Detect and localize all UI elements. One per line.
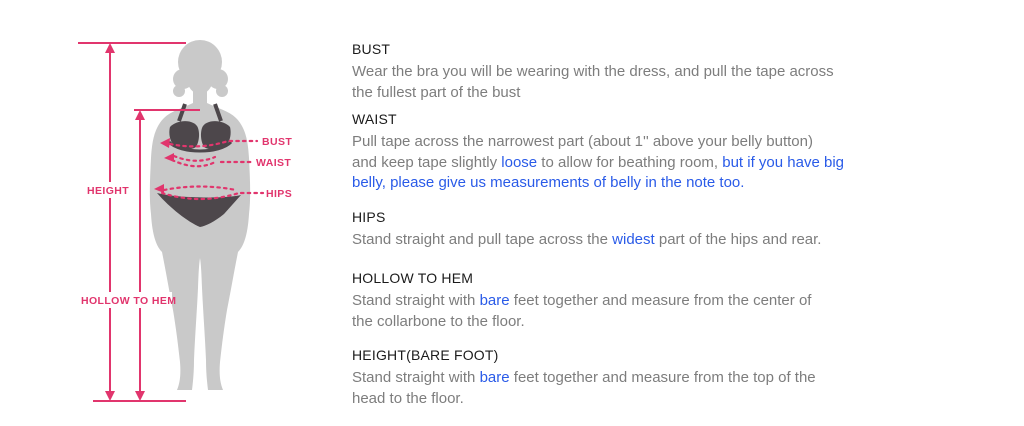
section-heading: BUST	[352, 41, 391, 57]
waist-label: WAIST	[256, 157, 292, 169]
instruction-text-segment: feet together and measure from the center of	[509, 292, 812, 309]
height-arrow-up-icon	[105, 43, 115, 53]
measurement-diagram-svg	[0, 0, 360, 426]
instruction-line	[352, 291, 872, 312]
measurement-section	[352, 41, 872, 103]
instruction-text-segment: Stand straight and pull tape across the	[352, 230, 613, 248]
instruction-text-segment: bare	[479, 292, 510, 309]
instruction-line	[352, 230, 872, 251]
bust-label: BUST	[262, 136, 293, 148]
instruction-line	[352, 83, 872, 104]
hollow-arrow-up-icon	[135, 110, 145, 120]
instruction-text-segment: Pull tape across the narrowest part (about 1'' above your belly button)	[352, 133, 813, 150]
instruction-text-segment: belly, please give us measurements of belly in the note too.	[352, 174, 745, 191]
instruction-text-segment: the fullest part of the bust	[352, 83, 521, 101]
instruction-line	[352, 368, 872, 389]
section-heading: HIPS	[352, 208, 386, 225]
hollow-to-hem-label: HOLLOW TO HEM	[81, 295, 177, 307]
measurement-section	[352, 111, 872, 194]
section-heading: WAIST	[352, 111, 397, 127]
hollow-arrow-down-icon	[135, 391, 145, 401]
body-measurement-diagram	[0, 0, 360, 426]
instruction-line	[352, 173, 872, 194]
instruction-line	[352, 389, 872, 410]
instruction-text-segment: Stand straight with	[352, 369, 480, 386]
figure-hair-curl-left-low	[173, 85, 185, 97]
instruction-text-segment: to allow for beathing room,	[537, 153, 723, 171]
instruction-text-segment: feet together and measure from the top of the	[509, 369, 816, 386]
measurement-section	[352, 270, 872, 332]
measurement-instructions	[352, 41, 872, 409]
instruction-line	[352, 62, 872, 83]
section-heading: HOLLOW TO HEM	[352, 270, 474, 286]
section-heading: HEIGHT(BARE FOOT)	[352, 347, 499, 363]
instruction-line	[352, 312, 872, 333]
instruction-text-segment: loose	[501, 153, 538, 171]
instruction-text-segment: but if you have big	[722, 153, 845, 171]
instruction-text-segment: Stand straight with	[352, 292, 480, 309]
height-label: HEIGHT	[87, 185, 130, 197]
figure-hair-curl-right-low	[216, 85, 228, 97]
height-arrow-down-icon	[105, 391, 115, 401]
instruction-text-segment: Wear the bra you will be wearing with the dress, and pull the tape across	[352, 63, 834, 80]
instruction-line	[352, 132, 872, 153]
measurement-section	[352, 209, 872, 251]
instruction-line	[352, 153, 872, 174]
instruction-text-segment: head to the floor.	[352, 389, 464, 407]
instruction-text-segment: and keep tape slightly	[352, 153, 502, 171]
instruction-text-segment: bare	[479, 369, 510, 386]
instruction-text-segment: part of the hips and rear.	[654, 230, 822, 248]
instruction-text-segment: the collarbone to the floor.	[352, 312, 525, 330]
measurement-section	[352, 347, 872, 409]
instruction-text-segment: widest	[612, 230, 655, 248]
hips-label: HIPS	[266, 188, 293, 200]
